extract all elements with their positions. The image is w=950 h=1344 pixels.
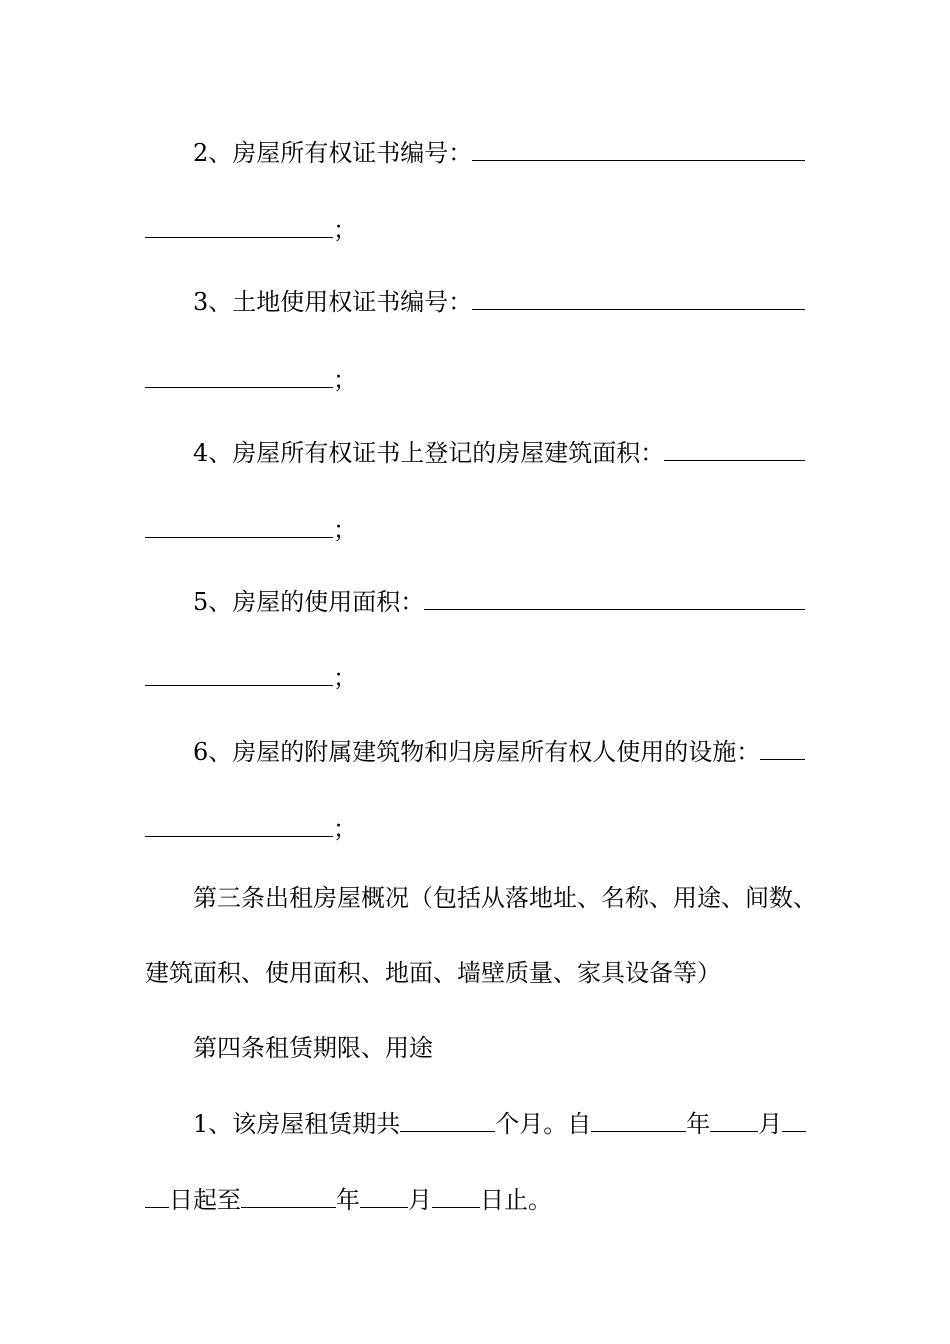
item-6-blank[interactable] (760, 735, 805, 760)
end-month-label: 月 (408, 1186, 432, 1214)
end-day-blank[interactable] (432, 1183, 480, 1208)
item-2-end: ； (333, 216, 357, 244)
start-day-blank-cont[interactable] (145, 1183, 169, 1208)
end-month-blank[interactable] (360, 1183, 408, 1208)
start-day-blank[interactable] (782, 1107, 806, 1132)
item-4-line (193, 436, 805, 469)
lease-term-line-1 (193, 1107, 806, 1140)
item-3-label: 3、土地使用权证书编号： (193, 288, 473, 316)
start-month-label: 月 (758, 1110, 783, 1138)
item-3-blank[interactable] (472, 285, 805, 310)
lease-months-blank[interactable] (400, 1107, 495, 1132)
item-6-continuation (145, 812, 357, 845)
item-4-label: 4、房屋所有权证书上登记的房屋建筑面积： (193, 439, 665, 467)
start-year-label: 年 (686, 1110, 711, 1138)
item-4-blank-cont[interactable] (145, 513, 333, 538)
item-5-label: 5、房屋的使用面积： (193, 588, 425, 616)
item-4-continuation (145, 513, 357, 546)
lease-term-line-2 (145, 1183, 552, 1216)
item-2-line (193, 136, 805, 169)
item-6-label: 6、房屋的附属建筑物和归房屋所有权人使用的设施： (193, 738, 761, 766)
item-2-blank[interactable] (472, 136, 805, 161)
item-3-end: ； (333, 366, 357, 394)
item-3-line (193, 285, 805, 318)
item-6-line (193, 735, 805, 768)
item-4-blank[interactable] (664, 436, 805, 461)
start-month-blank[interactable] (710, 1107, 758, 1132)
end-year-blank[interactable] (241, 1183, 336, 1208)
start-day-label: 日起至 (169, 1186, 241, 1214)
item-2-blank-cont[interactable] (145, 213, 333, 238)
start-year-blank[interactable] (591, 1107, 686, 1132)
item-3-continuation (145, 363, 357, 396)
item-2-label: 2、房屋所有权证书编号： (193, 139, 473, 167)
item-5-line (193, 585, 805, 618)
article-4-title: 第四条租赁期限、用途 (193, 1034, 433, 1062)
item-3-blank-cont[interactable] (145, 363, 333, 388)
item-2-continuation (145, 213, 357, 246)
item-5-blank-cont[interactable] (145, 661, 333, 686)
item-5-end: ； (333, 664, 357, 692)
lease-months-label: 个月。自 (495, 1110, 592, 1138)
item-6-end: ； (333, 815, 357, 843)
item-4-end: ； (333, 516, 357, 544)
lease-term-prefix: 1、该房屋租赁期共 (193, 1110, 401, 1138)
end-year-label: 年 (336, 1186, 360, 1214)
end-day-label: 日止。 (480, 1186, 552, 1214)
article-3-line-2: 建筑面积、使用面积、地面、墙壁质量、家具设备等） (145, 959, 721, 987)
item-6-blank-cont[interactable] (145, 812, 333, 837)
article-3-line-1: 第三条出租房屋概况（包括从落地址、名称、用途、间数、 (193, 884, 817, 912)
item-5-blank[interactable] (424, 585, 805, 610)
item-5-continuation (145, 661, 357, 694)
